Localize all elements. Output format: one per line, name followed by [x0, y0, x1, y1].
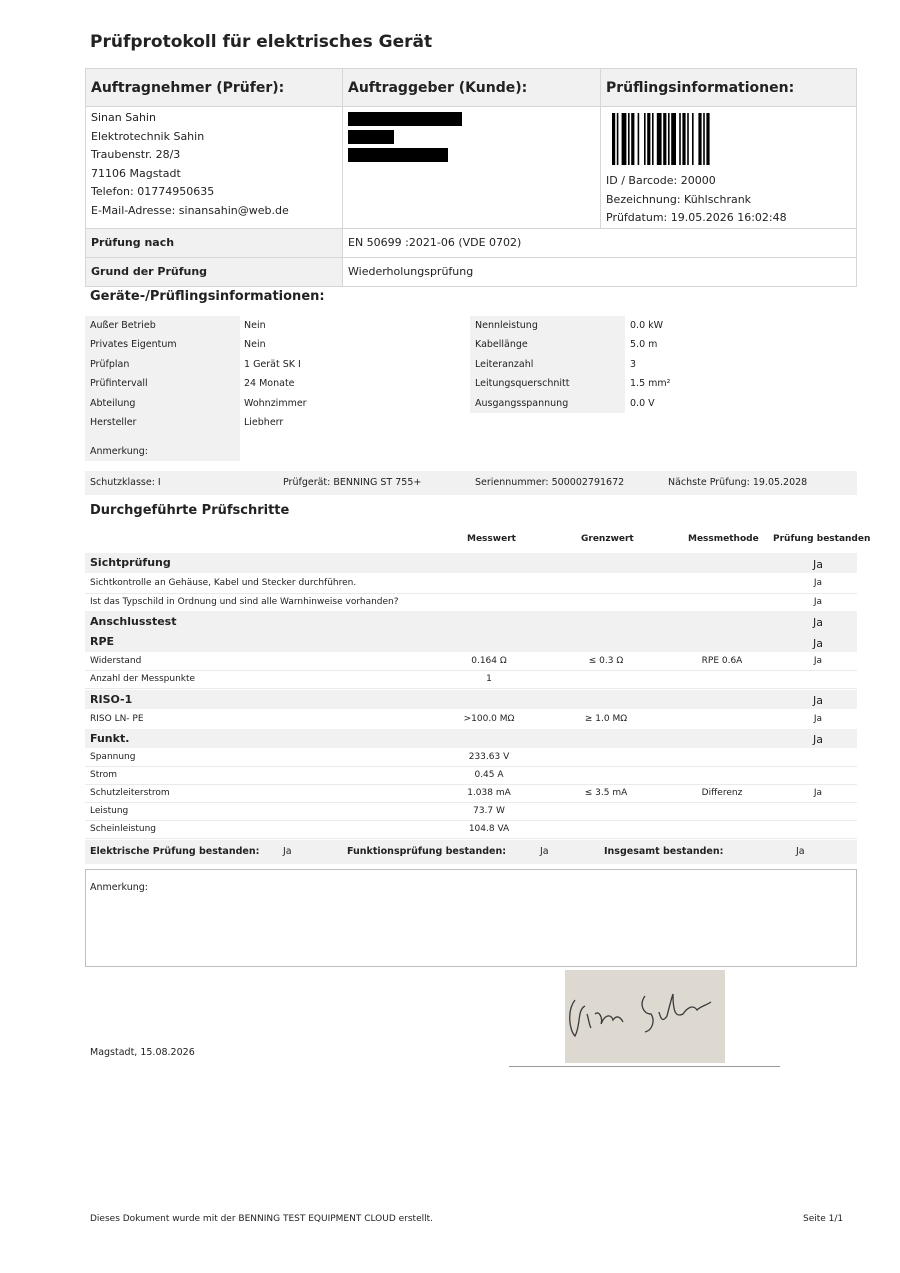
device-field-value: Wohnzimmer: [244, 398, 307, 409]
device-field-value: 5.0 m: [630, 339, 658, 350]
step-passed: Ja: [813, 787, 823, 798]
next-test-date: Nächste Prüfung: 19.05.2028: [668, 477, 808, 488]
device-field-value: Nein: [244, 320, 266, 331]
step-label: Leistung: [90, 805, 129, 816]
device-field-label: Außer Betrieb: [90, 320, 156, 331]
signature-stroke: [565, 970, 725, 1063]
step-method: RPE 0.6A: [701, 655, 743, 666]
remark-label: Anmerkung:: [90, 882, 149, 893]
signature-image: [565, 970, 725, 1063]
step-label: RISO-1: [90, 692, 133, 706]
device-field-value: 0.0 V: [630, 398, 655, 409]
step-label: Anzahl der Messpunkte: [90, 673, 196, 684]
client-address-redacted: [343, 107, 601, 229]
device-field-label: Privates Eigentum: [90, 339, 177, 350]
device-field-value: 3: [630, 359, 637, 370]
device-field-label: Abteilung: [90, 398, 136, 409]
specimen-name: Bezeichnung: Kühlschrank: [606, 192, 752, 206]
device-summary-bar: [85, 471, 857, 495]
redaction-bar: [348, 148, 448, 162]
step-section-row: [85, 553, 857, 573]
device-field-label: Hersteller: [90, 417, 137, 428]
electrical-passed-value: Ja: [283, 846, 292, 857]
step-passed: Ja: [813, 655, 823, 666]
function-passed-value: Ja: [540, 846, 549, 857]
contractor-line: Traubenstr. 28/3: [91, 148, 181, 162]
header-table: [85, 68, 857, 287]
step-measured: 233.63 V: [468, 751, 510, 762]
step-limit: ≤ 3.5 mA: [584, 787, 628, 798]
redaction-bar: [348, 112, 462, 126]
step-label: Strom: [90, 769, 118, 780]
place-date: Magstadt, 15.08.2026: [90, 1047, 195, 1058]
contractor-line: E-Mail-Adresse: sinansahin@web.de: [91, 203, 289, 217]
step-label: RPE: [90, 635, 115, 648]
step-section-row: [85, 632, 857, 652]
step-label: Scheinleistung: [90, 823, 156, 834]
step-passed: Ja: [813, 616, 823, 629]
redaction-bar: [348, 130, 394, 144]
specimen-info: [601, 107, 857, 229]
contractor-line: Telefon: 01774950635: [91, 185, 215, 199]
step-measured: 1.038 mA: [467, 787, 511, 798]
step-passed: Ja: [813, 694, 823, 707]
overall-passed-value: Ja: [796, 846, 805, 857]
step-item-row: [85, 802, 857, 821]
step-section-row: [85, 729, 857, 748]
page-number: Seite 1/1: [803, 1214, 844, 1224]
device-field-value: 24 Monate: [244, 378, 295, 389]
step-passed: Ja: [813, 636, 823, 650]
step-passed: Ja: [813, 733, 823, 746]
test-device: Prüfgerät: BENNING ST 755+: [283, 477, 422, 488]
remark-box: [85, 869, 857, 967]
device-field-label: Prüfintervall: [90, 378, 148, 389]
specimen-date: Prüfdatum: 19.05.2026 16:02:48: [606, 211, 787, 225]
column-method: Messmethode: [688, 534, 759, 544]
column-limit: Grenzwert: [581, 534, 634, 544]
device-field-value: 0.0 kW: [630, 320, 664, 331]
step-section-row: [85, 690, 857, 709]
step-measured: 73.7 W: [473, 805, 505, 816]
contractor-line: Sinan Sahin: [91, 111, 156, 124]
step-item-row: [85, 784, 857, 803]
device-field-label: Leitungsquerschnitt: [475, 378, 570, 389]
step-item-row: [85, 748, 857, 767]
footer-note: Dieses Dokument wurde mit der BENNING TEST EQUIPMENT CLOUD erstellt.: [90, 1214, 434, 1224]
page-title: Prüfprotokoll für elektrisches Gerät: [90, 32, 433, 52]
test-reason-label: Grund der Prüfung: [86, 257, 343, 286]
step-measured: 104.8 VA: [468, 823, 510, 834]
device-field-value: 1 Gerät SK I: [244, 359, 301, 370]
step-label: Schutzleiterstrom: [90, 787, 170, 798]
device-section-heading: Geräte-/Prüflingsinformationen:: [90, 289, 325, 304]
device-field-label: Kabellänge: [475, 339, 528, 350]
step-passed: Ja: [813, 596, 823, 607]
electrical-passed-label: Elektrische Prüfung bestanden:: [90, 846, 260, 857]
device-remark-label: Anmerkung:: [90, 446, 149, 457]
column-passed: Prüfung bestanden: [773, 534, 871, 544]
test-norm-label: Prüfung nach: [86, 228, 343, 257]
step-limit: ≥ 1.0 MΩ: [584, 713, 628, 724]
step-measured: >100.0 MΩ: [463, 713, 515, 724]
device-field-label: Ausgangsspannung: [475, 398, 569, 409]
step-label: Funkt.: [90, 731, 130, 745]
step-item-row: [85, 670, 857, 689]
barcode-image: [612, 113, 738, 165]
step-item-row: [85, 766, 857, 785]
step-label: Sichtkontrolle an Gehäuse, Kabel und Stecker durchführen.: [90, 578, 357, 588]
function-passed-label: Funktionsprüfung bestanden:: [347, 846, 507, 857]
step-measured: 1: [486, 673, 492, 684]
contractor-address: [86, 107, 343, 229]
step-item-row: [85, 820, 857, 839]
step-measured: 0.164 Ω: [471, 655, 507, 666]
step-label: RISO LN- PE: [90, 713, 144, 724]
signature-line: [509, 1066, 780, 1067]
step-section-row: [85, 611, 857, 632]
test-norm-value: EN 50699 :2021-06 (VDE 0702): [343, 228, 857, 257]
device-field-label: Nennleistung: [475, 320, 538, 331]
device-field-value: 1.5 mm²: [630, 378, 671, 389]
step-method: Differenz: [701, 787, 743, 798]
steps-heading: Durchgeführte Prüfschritte: [90, 503, 290, 518]
contractor-heading: Auftragnehmer (Prüfer):: [86, 69, 343, 107]
overall-passed-label: Insgesamt bestanden:: [604, 846, 724, 857]
step-label: Ist das Typschild in Ordnung und sind alle Warnhinweise vorhanden?: [90, 596, 399, 607]
device-field-label: Prüfplan: [90, 359, 130, 370]
device-field-value: Liebherr: [244, 417, 284, 428]
specimen-id: ID / Barcode: 20000: [606, 174, 716, 187]
step-item-row: [85, 709, 857, 730]
step-item-row: [85, 652, 857, 671]
step-passed: Ja: [813, 557, 823, 571]
column-measured: Messwert: [467, 534, 516, 544]
protection-class: Schutzklasse: I: [90, 477, 161, 488]
contractor-line: Elektrotechnik Sahin: [91, 129, 205, 143]
device-field-value: Nein: [244, 339, 266, 350]
test-reason-value: Wiederholungsprüfung: [343, 257, 857, 286]
step-item-row: [85, 593, 857, 612]
step-passed: Ja: [813, 713, 823, 724]
device-field-label: Leiteranzahl: [475, 359, 534, 370]
step-label: Widerstand: [90, 655, 142, 666]
step-passed: Ja: [813, 578, 823, 588]
step-measured: 0.45 A: [474, 769, 504, 780]
step-item-row: [85, 574, 857, 594]
step-limit: ≤ 0.3 Ω: [588, 655, 624, 666]
summary-bar: [85, 840, 857, 864]
step-label: Spannung: [90, 751, 136, 762]
serial-number: Seriennummer: 500002791672: [475, 477, 625, 488]
client-heading: Auftraggeber (Kunde):: [343, 69, 601, 107]
contractor-line: 71106 Magstadt: [91, 166, 181, 180]
step-label: Sichtprüfung: [90, 556, 171, 569]
specimen-heading: Prüflingsinformationen:: [601, 69, 857, 107]
step-label: Anschlusstest: [90, 614, 177, 628]
